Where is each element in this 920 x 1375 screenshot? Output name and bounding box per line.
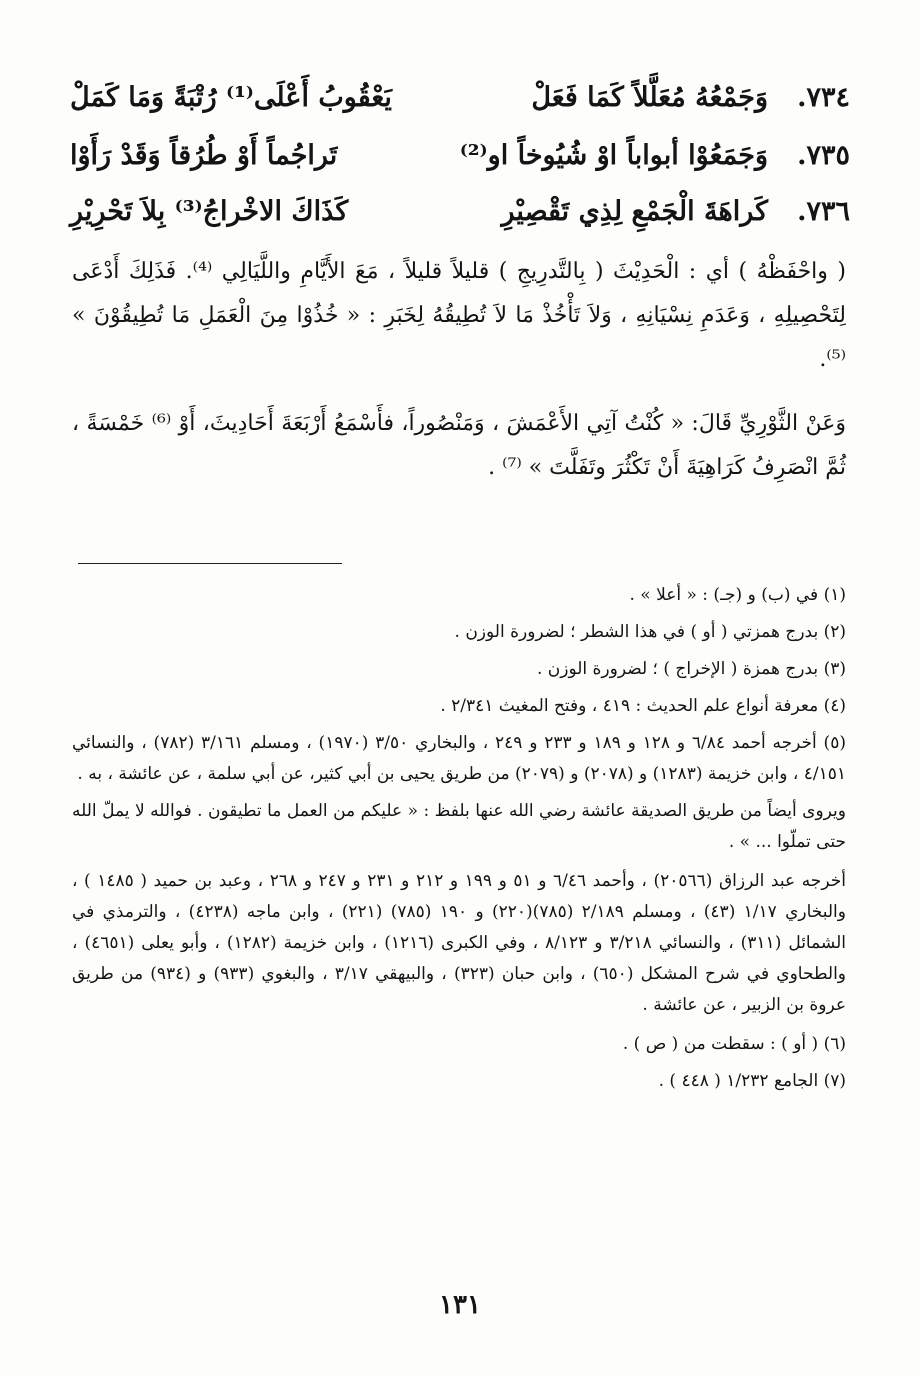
footnote-divider [78,563,342,564]
commentary-text: ( واحْفَظْهُ ) أي : الْحَدِيْثَ ( بِالتَّدرِيجِ ) قليلاً قليلاً ، مَعَ الأَيَّامِ واللَّيَالِي ⁽⁴⁾. فَذَلِكَ أَدْعَى لِتَحْصِيلِهِ ، وَعَدَمِ نِسْيَانِهِ ، وَلاَ تَأْخُذْ مَا لاَ تُطِيقُهُ لِخَبَرِ : « خُذُوْا مِنَ الْعَمَلِ مَا تُطِيقُوْنَ » ⁽⁵⁾. [72,259,846,372]
footnotes [72,580,846,1103]
verse-first-hemistich: وَجَمْعُهُ مُعَلَّلاً كَمَا فَعَلْ [531,82,768,113]
verse-first-hemistich: كَراهَةَ الْجَمْعِ لِذِي تَقْصِيْرِ [501,196,768,227]
footnote: (٧) الجامع ١/٢٣٢ ( ٤٤٨ ) . [658,1071,846,1091]
footnote: (٦) ( أو ) : سقطت من ( ص ) . [622,1034,846,1054]
footnote: (٢) بدرج همزتي ( أو ) في هذا الشطر ؛ لضرورة الوزن . [454,622,846,642]
verse-number: ٧٣٤. [797,82,850,113]
footnote-continuation: أخرجه عبد الرزاق (٢٠٥٦٦) ، وأحمد ٦/٤٦ و ٥١ و ١٩٩ و ٢١٢ و ٢٣١ و ٢٤٧ و ٢٦٨ ، وعبد بن حميد ( ١٤٨٥ ) ، والبخاري ١/١٧ (٤٣) ، ومسلم ٢/١٨٩ (٧٨٥)(٢٢٠) و ١٩٠ (٧٨٥) (٢٢١) ، وابن ماجه (٤٢٣٨) ، والترمذي في الشمائل (٣١١) ، والنسائي ٣/٢١٨ و ٨/١٢٣ ، وفي الكبرى (١٢١٦) ، وابن خزيمة (١٢٨٢) ، وأبو يعلى (٤٦٥١) ، والطحاوي في شرح المشكل (٦٥٠) ، وابن حبان (٣٢٣) ، والبيهقي ٣/١٧ ، والبغوي (٩٣٣) و (٩٣٤) من طريق عروة بن الزبير ، عن عائشة . [72,871,846,1015]
commentary-paragraph [72,250,846,382]
commentary-paragraph [72,402,846,490]
verse-first-hemistich: وَجَمَعُوْا أبواباً اوْ شُيُوخاً او⁽²⁾ [459,140,768,171]
verse-second-hemistich: يَعْقُوبُ أَعْلَى⁽¹⁾ رُتْبَةً وَمَا كَمَلْ [70,82,392,113]
verse-number: ٧٣٦. [797,196,850,227]
verse-736 [70,196,850,240]
verse-734 [70,82,850,126]
page-number: ١٣١ [439,1290,481,1320]
commentary-text: وَعَنْ الثَّوْرِيِّ قَالَ: « كُنْتُ آتِي الأَعْمَشَ ، وَمَنْصُوراً، فأَسْمَعُ أَرْبَعَةَ أَحَادِيثَ، أَوْ ⁽⁶⁾ خَمْسَةً ، ثُمَّ انْصَرِفُ كَرَاهِيَةَ أَنْ تَكْثُرَ وتَفَلَّتَ » ⁽⁷⁾ . [72,411,846,480]
verse-second-hemistich: كَذَاكَ الاخْراجُ⁽³⁾ بِلاَ تَحْرِيْرِ [70,196,349,227]
verse-second-hemistich: تَراجُماً أَوْ طُرُقاً وَقَدْ رَأَوْا [70,140,338,171]
footnote-continuation: ويروى أيضاً من طريق الصديقة عائشة رضي الله عنها بلفظ : « عليكم من العمل ما تطيقون . فوالله لا يملّ الله حتى تملّوا ... » . [72,801,846,852]
footnote: (١) في (ب) و (جـ) : « أعلا » . [629,585,846,605]
verse-number: ٧٣٥. [797,140,850,171]
verse-735 [70,140,850,184]
footnote: (٣) بدرج همزة ( الإخراج ) ؛ لضرورة الوزن . [536,659,846,679]
footnote: (٤) معرفة أنواع علم الحديث : ٤١٩ ، وفتح المغيث ٢/٣٤١ . [440,696,846,716]
footnote: (٥) أخرجه أحمد ٦/٨٤ و ١٢٨ و ١٨٩ و ٢٣٣ و ٢٤٩ ، والبخاري ٣/٥٠ (١٩٧٠) ، ومسلم ٣/١٦١ (٧٨٢) ، والنسائي ٤/١٥١ ، وابن خزيمة (١٢٨٣) و (٢٠٧٨) و (٢٠٧٩) من طريق يحيى بن أبي كثير، عن أبي سلمة ، عن عائشة ، به . [72,733,846,784]
